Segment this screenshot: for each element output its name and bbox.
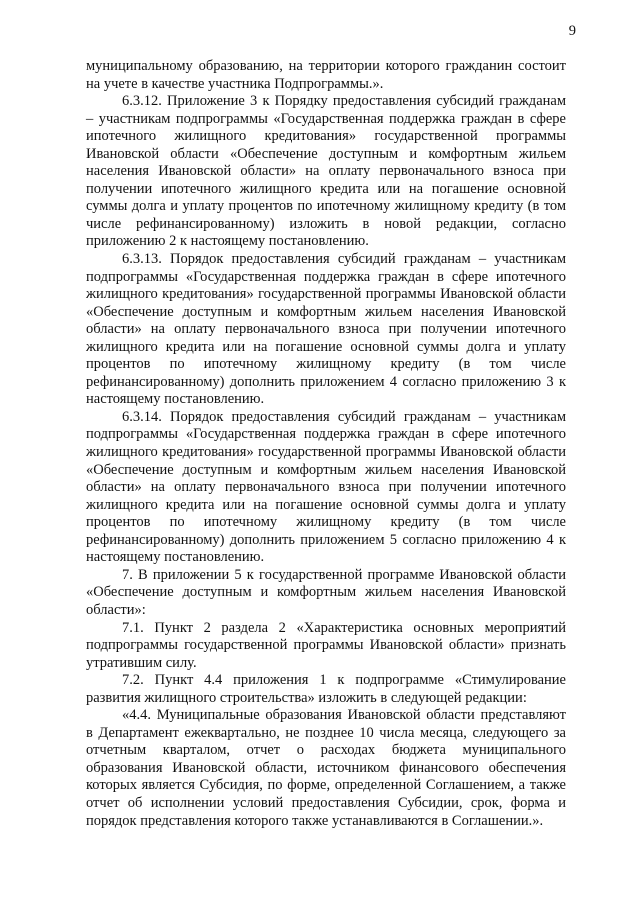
- paragraph-7: 7. В приложении 5 к государственной программе Ивановской области «Обеспечение доступным и комфортным жильем населения Ивановской области»:: [86, 566, 566, 618]
- paragraph-6-3-13: 6.3.13. Порядок предоставления субсидий гражданам – участникам подпрограммы «Государственная поддержка граждан в сфере ипотечного жилищного кредитования» государственной программы Ивановской области «Обеспечение доступным и комфортным жильем населения Ивановской области» на оплату первоначального взноса при получении ипотечного жилищного кредита или на погашение основной суммы долга и уплату процентов по ипотечному жилищному кредиту (в том числе рефинансированному) дополнить приложением 4 согласно приложению 3 к настоящему постановлению.: [86, 251, 566, 408]
- paragraph-6-3-14: 6.3.14. Порядок предоставления субсидий гражданам – участникам подпрограммы «Государственная поддержка граждан в сфере ипотечного жилищного кредитования» государственной программы Ивановской области «Обеспечение доступным и комфортным жильем населения Ивановской области» на оплату первоначального взноса при получении ипотечного жилищного кредита или на погашение основной суммы долга и уплату процентов по ипотечному жилищному кредиту (в том числе рефинансированному) дополнить приложением 5 согласно приложению 4 к настоящему постановлению.: [86, 408, 566, 566]
- document-body: [86, 58, 566, 830]
- paragraph-continuation: муниципальному образованию, на территории которого гражданин состоит на учете в качестве участника Подпрограммы.».: [86, 58, 566, 92]
- paragraph-7-1: 7.1. Пункт 2 раздела 2 «Характеристика основных мероприятий подпрограммы государственной программы Ивановской области» признать утратившим силу.: [86, 619, 566, 671]
- paragraph-7-2: 7.2. Пункт 4.4 приложения 1 к подпрограмме «Стимулирование развития жилищного строительства» изложить в следующей редакции:: [86, 672, 566, 706]
- paragraph-4-4-quote: «4.4. Муниципальные образования Ивановской области представляют в Департамент ежеквартально, не позднее 10 числа месяца, следующего за отчетным кварталом, отчет о расходах бюджета муниципального образования Ивановской области, источником финансового обеспечения которых является Субсидия, по форме, определенной Соглашением, а также отчет об исполнении условий предоставления Субсидии, срок, форма и порядок представления которого также устанавливаются в Соглашении.».: [86, 707, 566, 829]
- paragraph-6-3-12: 6.3.12. Приложение 3 к Порядку предоставления субсидий гражданам – участникам подпрограммы «Государственная поддержка граждан в сфере ипотечного жилищного кредитования» государственной программы Ивановской области «Обеспечение доступным и комфортным жильем населения Ивановской области» на оплату первоначального взноса при получении ипотечного жилищного кредита или на погашение основной суммы долга и уплату процентов по ипотечному жилищному кредиту (в том числе рефинансированному) изложить в новой редакции, согласно приложению 2 к настоящему постановлению.: [86, 93, 566, 250]
- page-number: 9: [568, 23, 576, 39]
